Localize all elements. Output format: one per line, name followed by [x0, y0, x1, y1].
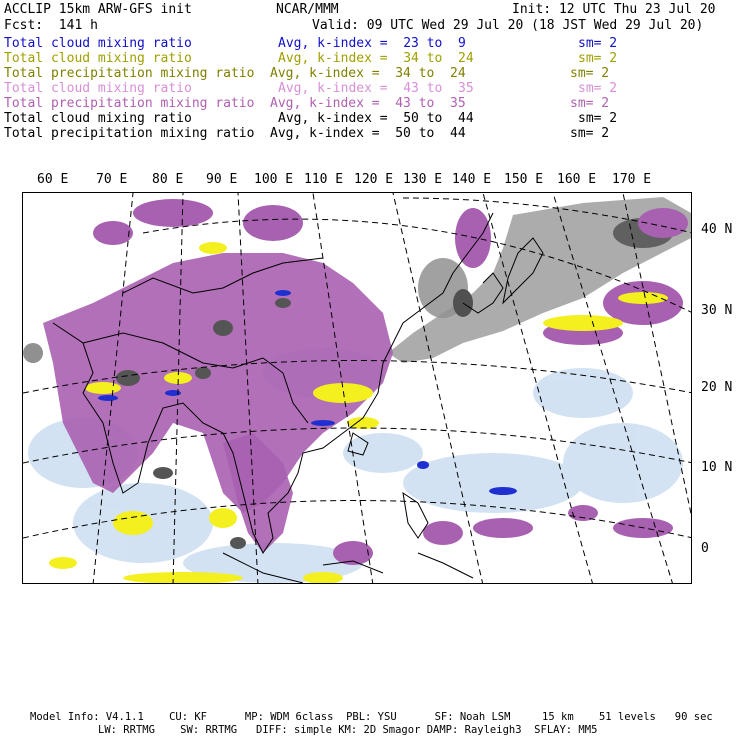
legend-avg: Avg, k-index = 43 to 35 — [270, 96, 466, 111]
init-time: Init: 12 UTC Thu 23 Jul 20 — [512, 2, 716, 17]
legend-sm: sm= 2 — [578, 111, 618, 126]
legend-sm: sm= 2 — [570, 96, 610, 111]
legend-field: Total precipitation mixing ratio — [4, 96, 255, 111]
model-info-line2: LW: RRTMG SW: RRTMG DIFF: simple KM: 2D Smagor DAMP: Rayleigh3 SFLAY: MM5 — [98, 724, 598, 736]
lon-label: 120 E — [354, 172, 394, 187]
legend-avg: Avg, k-index = 34 to 24 — [270, 66, 466, 81]
model-info-line1: Model Info: V4.1.1 CU: KF MP: WDM 6class PBL: YSU SF: Noah LSM 15 km 51 levels 90 sec — [30, 711, 713, 723]
legend-sm: sm= 2 — [578, 51, 618, 66]
lon-label: 90 E — [206, 172, 238, 187]
valid-time: Valid: 09 UTC Wed 29 Jul 20 (18 JST Wed 29 Jul 20) — [312, 18, 704, 33]
plot-title: ACCLIP 15km ARW-GFS init — [4, 2, 192, 17]
lon-label: 130 E — [403, 172, 443, 187]
lon-label: 140 E — [452, 172, 492, 187]
organization-label: NCAR/MMM — [276, 2, 339, 17]
lon-label: 160 E — [557, 172, 597, 187]
legend-field: Total cloud mixing ratio — [4, 111, 192, 126]
lat-label: 10 N — [701, 460, 733, 475]
lon-label: 170 E — [612, 172, 652, 187]
legend-avg: Avg, k-index = 50 to 44 — [278, 111, 474, 126]
lat-label: 20 N — [701, 380, 733, 395]
legend-avg: Avg, k-index = 43 to 35 — [278, 81, 474, 96]
legend-sm: sm= 2 — [570, 126, 610, 141]
legend-field: Total cloud mixing ratio — [4, 36, 192, 51]
legend-sm: sm= 2 — [578, 81, 618, 96]
lat-label: 30 N — [701, 303, 733, 318]
forecast-map — [22, 192, 692, 584]
legend-avg: Avg, k-index = 23 to 9 — [278, 36, 466, 51]
legend-field: Total precipitation mixing ratio — [4, 126, 255, 141]
map-canvas — [23, 193, 692, 584]
lat-label: 40 N — [701, 222, 733, 237]
legend-field: Total cloud mixing ratio — [4, 81, 192, 96]
legend-avg: Avg, k-index = 34 to 24 — [278, 51, 474, 66]
forecast-hour: Fcst: 141 h — [4, 18, 98, 33]
lon-label: 110 E — [304, 172, 344, 187]
lon-label: 70 E — [96, 172, 128, 187]
lat-label: 0 — [701, 541, 709, 556]
legend-avg: Avg, k-index = 50 to 44 — [270, 126, 466, 141]
lon-label: 80 E — [152, 172, 184, 187]
lon-label: 60 E — [37, 172, 69, 187]
legend-sm: sm= 2 — [570, 66, 610, 81]
legend-sm: sm= 2 — [578, 36, 618, 51]
lon-label: 150 E — [504, 172, 544, 187]
legend-field: Total precipitation mixing ratio — [4, 66, 255, 81]
lon-label: 100 E — [254, 172, 294, 187]
legend-field: Total cloud mixing ratio — [4, 51, 192, 66]
